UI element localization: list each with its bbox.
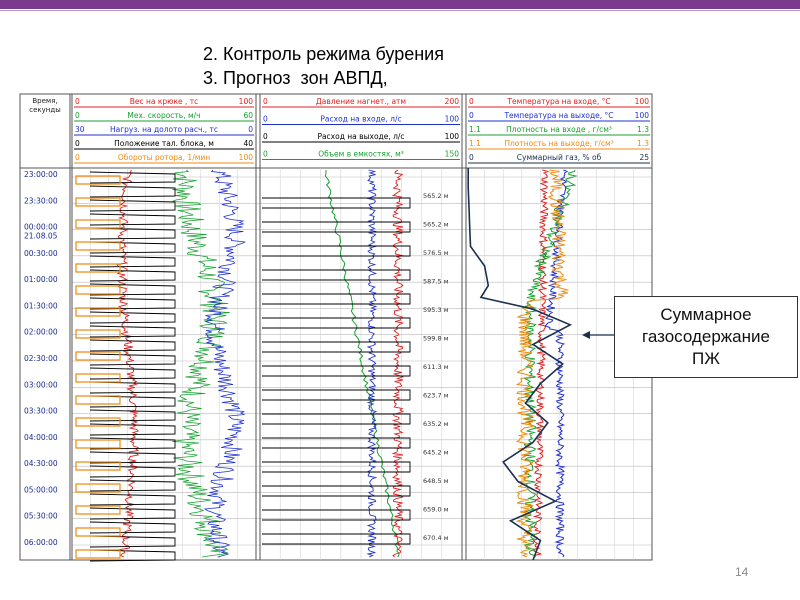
time-tick-label: 04:00:00 [24,432,58,442]
depth-mark-label: 623.7 м [423,391,449,400]
param-max-label: 40 [243,139,253,148]
depth-mark-label: 648.5 м [423,477,449,485]
trace-tank-volume [325,170,399,557]
param-max-label: 0 [248,125,253,134]
param-max-label: 1.3 [637,125,649,134]
depth-mark-label: 659.0 м [423,505,449,514]
param-min-label: 1.1 [469,125,481,134]
param-min-label: 0 [263,114,268,124]
trace-rotary-speed [76,176,120,558]
depth-mark-label: 645.2 м [423,448,449,457]
param-min-label: 1.1 [469,139,481,148]
depth-mark-label: 611.3 м [423,363,449,371]
trace-block-position [90,172,175,561]
depth-mark-label: 565.2 м [423,192,449,200]
trace-bit-load [205,170,246,557]
param-max-label: 100 [634,111,649,120]
param-min-label: 0 [469,153,474,162]
param-name-label: Плотность на входе , г/см³ [506,125,612,134]
depth-mark-label: 595.3 м [423,306,449,314]
gas-callout-box [614,296,798,378]
param-min-label: 0 [469,97,474,106]
param-name-label: Температура на входе, °С [507,97,611,106]
param-name-label: Температура на выходе, °С [504,111,614,120]
param-min-label: 0 [469,111,474,120]
time-tick-label: 23:00:00 [24,170,58,179]
title-line-2: 3. Прогноз зон АВПД, [203,68,388,88]
param-max-label: 100 [444,114,459,124]
param-name-label: Расход на входе, л/с [320,114,402,124]
param-max-label: 100 [238,97,253,106]
param-name-label: Нагруз. на долото расч., тс [109,125,219,134]
param-min-label: 0 [263,97,268,106]
page-number: 14 [735,565,749,579]
time-tick-label: 06:00:00 [24,538,58,547]
param-max-label: 60 [243,111,253,120]
depth-mark-label: 670.4 м [423,534,449,542]
param-min-label: 0 [263,132,268,141]
depth-mark-label: 565.2 м [423,220,449,229]
time-tick-label: 02:30:00 [24,354,58,363]
param-min-label: 0 [75,153,80,162]
callout-line-2: газосодержание [642,327,770,346]
callout-arrow-head [582,331,590,339]
param-max-label: 100 [238,153,253,162]
time-tick-label: 23:30:00 [24,196,58,206]
trace-total-gas [468,168,570,560]
param-max-label: 150 [444,149,459,159]
param-name-label: Мех. скорость, м/ч [127,111,201,120]
param-name-label: Вес на крюке , тс [129,97,199,106]
trace-temp-in [534,170,548,557]
time-tick-label: 04:30:00 [24,459,58,469]
time-tick-label: 03:00:00 [24,380,58,390]
trace-flow-in [368,170,376,557]
param-name-label: Положение тал. блока, м [114,139,214,148]
time-tick-label: 00:00:00 [24,222,58,232]
time-tick-label: 02:00:00 [24,327,58,337]
time-tick-label: 00:30:00 [24,248,58,258]
param-name-label: Давление нагнет., атм [315,97,407,106]
time-header-1: Время, [32,97,58,105]
param-name-label: Суммарный газ, % об [516,153,602,162]
param-min-label: 0 [75,139,80,148]
param-max-label: 200 [444,97,459,106]
title-line-1: 2. Контроль режима бурения [203,44,444,64]
param-name-label: Расход на выходе, л/с [317,132,405,141]
time-header-2: секунды [29,106,61,114]
trace-temp-out [545,170,567,557]
param-name-label: Обороты ротора, 1/мин [117,153,211,162]
depth-mark-label: 576.5 м [423,249,449,257]
param-min-label: 30 [75,125,85,134]
param-max-label: 100 [634,97,649,106]
callout-line-1: Суммарное [660,305,752,324]
depth-mark-label: 587.5 м [423,277,449,286]
depth-mark-label: 635.2 м [423,420,449,428]
time-tick-label: 05:30:00 [24,511,58,521]
param-min-label: 0 [263,149,268,159]
callout-line-3: ПЖ [692,349,720,368]
param-min-label: 0 [75,111,80,120]
param-max-label: 1.3 [637,139,649,148]
depth-mark-label: 599.8 м [423,334,449,343]
param-name-label: Объем в емкостях, м³ [318,149,404,159]
time-tick-label: 05:00:00 [24,485,58,495]
time-tick-label: 01:00:00 [24,275,58,285]
trace-flow-out [262,198,410,544]
param-max-label: 25 [639,153,649,162]
time-tick-label: 01:30:00 [24,301,58,311]
param-name-label: Плотность на выходе, г/см³ [504,139,614,148]
param-min-label: 0 [75,97,80,106]
date-label: 21.08.05 [24,231,58,241]
time-tick-label: 03:30:00 [24,406,58,416]
param-max-label: 100 [444,132,459,141]
